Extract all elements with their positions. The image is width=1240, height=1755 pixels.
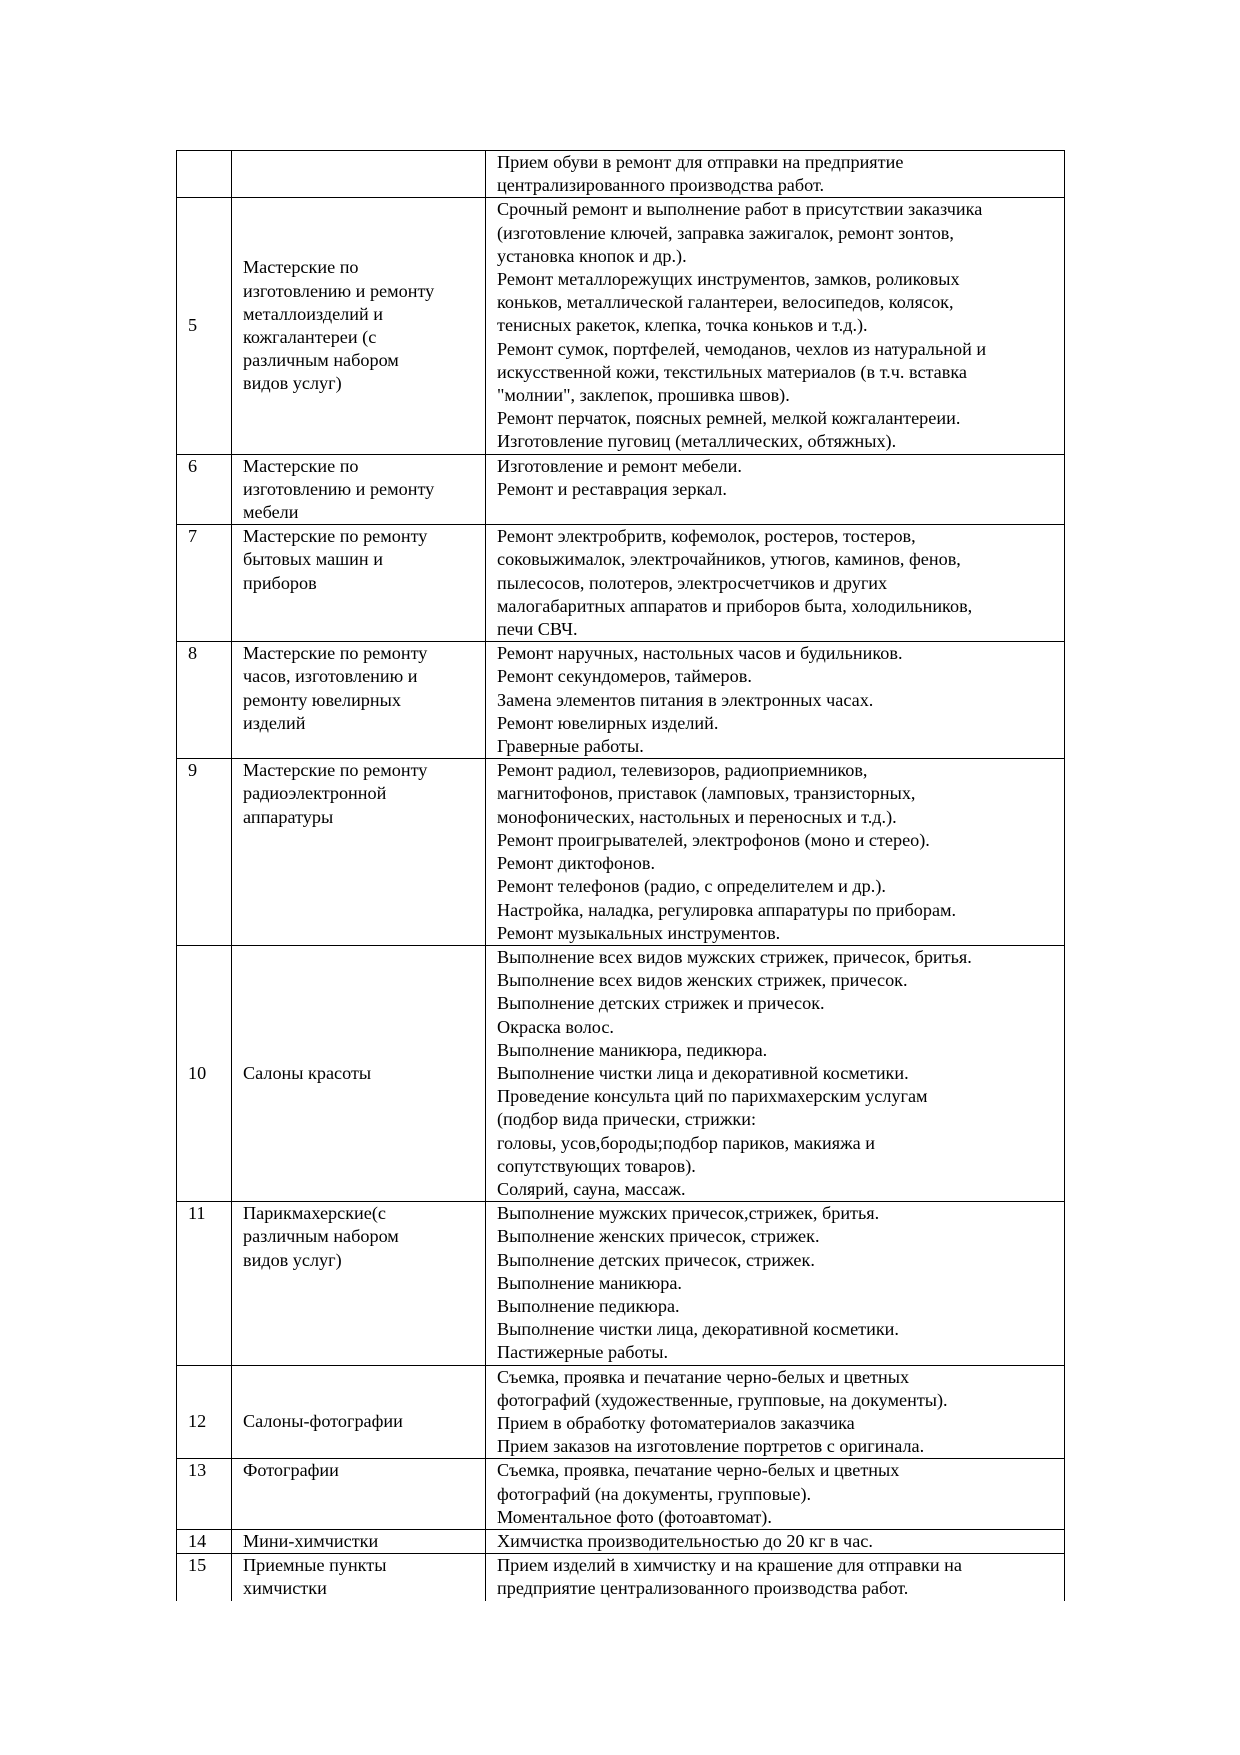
row-number: 10 [188, 1062, 207, 1083]
table-row [177, 198, 1065, 454]
service-type-line: Фотографии [243, 1460, 339, 1481]
service-line: Ремонт наручных, настольных часов и будильников. [497, 643, 903, 664]
service-type-line: видов услуг) [243, 1249, 342, 1270]
table-row [177, 1459, 1065, 1530]
service-type-line: Салоны красоты [243, 1062, 372, 1083]
service-line: сопутствующих товаров). [497, 1155, 696, 1176]
services-list-cell [486, 198, 1065, 454]
service-line: Съемка, проявка, печатание черно-белых и цветных [497, 1460, 900, 1481]
service-type-line: Мастерские по ремонту [243, 760, 428, 781]
service-line: коньков, металлической галантереи, велосипедов, колясок, [497, 292, 954, 313]
service-type-cell [232, 198, 486, 454]
service-line: Выполнение мужских причесок,стрижек, бритья. [497, 1203, 880, 1224]
service-type-cell [232, 1529, 486, 1553]
service-type-line: Приемные пункты [243, 1555, 387, 1576]
service-line: Изготовление и ремонт мебели. [497, 455, 742, 476]
service-line: Съемка, проявка и печатание черно-белых и цветных [497, 1366, 910, 1387]
service-line: Выполнение детских причесок, стрижек. [497, 1249, 815, 1270]
service-line: малогабаритных аппаратов и приборов быта, холодильников, [497, 595, 973, 616]
service-type-line: химчистки [243, 1578, 327, 1599]
service-type-line: изделий [243, 712, 306, 733]
service-line: Химчистка производительностью до 20 кг в час. [497, 1530, 873, 1551]
table-row [177, 1529, 1065, 1553]
service-type-cell [232, 1365, 486, 1459]
service-type-line: Мастерские по [243, 455, 359, 476]
service-type-line: ремонту ювелирных [243, 689, 401, 710]
service-line: монофонических, настольных и переносных и т.д.). [497, 806, 897, 827]
table-row [177, 151, 1065, 198]
service-line: Ремонт и реставрация зеркал. [497, 478, 727, 499]
service-type-line: Мини-химчистки [243, 1530, 379, 1551]
row-number: 12 [188, 1411, 207, 1432]
service-type-line: различным набором [243, 350, 399, 371]
service-line: фотографий (на документы, групповые). [497, 1483, 812, 1504]
service-type-line: изготовлению и ремонту [243, 478, 435, 499]
service-line: Ремонт ювелирных изделий. [497, 712, 719, 733]
service-line: Граверные работы. [497, 736, 644, 757]
service-line: Проведение консульта ций по парихмахерским услугам [497, 1086, 928, 1107]
row-number-cell [177, 525, 232, 642]
service-line: Ремонт радиол, телевизоров, радиоприемников, [497, 760, 868, 781]
service-line: соковыжималок, электрочайников, утюгов, каминов, фенов, [497, 549, 961, 570]
service-line: Выполнение педикюра. [497, 1295, 680, 1316]
table-row [177, 525, 1065, 642]
service-line: централизированного производства работ. [497, 175, 825, 196]
services-table-body [177, 151, 1065, 1601]
table-row [177, 945, 1065, 1201]
services-list-cell [486, 1365, 1065, 1459]
service-line: Срочный ремонт и выполнение работ в присутствии заказчика [497, 199, 983, 220]
service-line: Ремонт телефонов (радио, с определителем и др.). [497, 876, 886, 897]
table-row [177, 759, 1065, 946]
row-number-cell [177, 945, 232, 1201]
row-number-cell [177, 198, 232, 454]
service-type-cell [232, 525, 486, 642]
service-type-line: мебели [243, 502, 299, 523]
service-line: Настройка, наладка, регулировка аппаратуры по приборам. [497, 899, 957, 920]
row-number: 13 [188, 1460, 207, 1481]
services-list-cell [486, 945, 1065, 1201]
service-line: Ремонт металлорежущих инструментов, замков, роликовых [497, 269, 960, 290]
service-line: Изготовление пуговиц (металлических, обтяжных). [497, 431, 897, 452]
service-line: Ремонт проигрывателей, электрофонов (моно и стерео). [497, 829, 930, 850]
services-list-cell [486, 525, 1065, 642]
services-list-cell [486, 642, 1065, 759]
service-line: Выполнение чистки лица и декоративной косметики. [497, 1062, 909, 1083]
row-number: 15 [188, 1555, 207, 1576]
row-number-cell [177, 1529, 232, 1553]
service-line: Окраска волос. [497, 1016, 614, 1037]
service-type-line: Мастерские по ремонту [243, 526, 428, 547]
service-type-cell [232, 1202, 486, 1365]
service-line: печи СВЧ. [497, 619, 578, 640]
service-line: тенисных ракеток, клепка, точка коньков и т.д.). [497, 315, 868, 336]
row-number-cell [177, 642, 232, 759]
service-line: головы, усов,бороды;подбор париков, макияжа и [497, 1132, 876, 1153]
service-type-line: радиоэлектронной [243, 783, 387, 804]
service-line: Выполнение всех видов женских стрижек, причесок. [497, 970, 908, 991]
services-list-cell [486, 1554, 1065, 1601]
services-list-cell [486, 1202, 1065, 1365]
service-line: (изготовление ключей, заправка зажигалок, ремонт зонтов, [497, 222, 954, 243]
service-type-line: бытовых машин и [243, 549, 383, 570]
services-list-cell [486, 454, 1065, 525]
service-type-cell [232, 642, 486, 759]
service-type-cell [232, 945, 486, 1201]
services-list-cell [486, 151, 1065, 198]
service-line: Выполнение маникюра, педикюра. [497, 1039, 768, 1060]
table-row [177, 454, 1065, 525]
services-table [176, 150, 1065, 1601]
row-number: 7 [188, 526, 198, 547]
service-line: Выполнение детских стрижек и причесок. [497, 993, 825, 1014]
row-number-cell [177, 1365, 232, 1459]
row-number-cell [177, 151, 232, 198]
service-line: Выполнение маникюра. [497, 1272, 682, 1293]
row-number: 6 [188, 455, 198, 476]
row-number: 8 [188, 643, 198, 664]
service-line: Прием изделий в химчистку и на крашение для отправки на [497, 1555, 962, 1576]
service-type-line: аппаратуры [243, 806, 334, 827]
service-line: Ремонт секундомеров, таймеров. [497, 666, 752, 687]
services-list-cell [486, 759, 1065, 946]
service-type-cell [232, 1554, 486, 1601]
service-type-line: Парикмахерские(с [243, 1203, 386, 1224]
service-line: Солярий, сауна, массаж. [497, 1178, 686, 1199]
service-line: Прием в обработку фотоматериалов заказчика [497, 1412, 855, 1433]
table-row [177, 1554, 1065, 1601]
services-list-cell [486, 1529, 1065, 1553]
service-type-cell [232, 759, 486, 946]
service-type-line: различным набором [243, 1226, 399, 1247]
service-line: Прием заказов на изготовление портретов с оригинала. [497, 1436, 925, 1457]
service-type-line: Салоны-фотографии [243, 1411, 403, 1432]
service-type-line: видов услуг) [243, 373, 342, 394]
service-line: Выполнение женских причесок, стрижек. [497, 1226, 820, 1247]
service-type-line: изготовлению и ремонту [243, 280, 435, 301]
table-row [177, 642, 1065, 759]
service-type-line: Мастерские по [243, 257, 359, 278]
row-number-cell [177, 1554, 232, 1601]
service-type-line: часов, изготовлению и [243, 666, 418, 687]
row-number-cell [177, 1202, 232, 1365]
service-line: установка кнопок и др.). [497, 245, 687, 266]
service-line: Замена элементов питания в электронных часах. [497, 689, 874, 710]
row-number: 14 [188, 1530, 207, 1551]
row-number-cell [177, 759, 232, 946]
service-line: фотографий (художественные, групповые, на документы). [497, 1389, 948, 1410]
service-type-line: металлоизделий и [243, 303, 383, 324]
table-row [177, 1202, 1065, 1365]
services-list-cell [486, 1459, 1065, 1530]
service-line: Выполнение чистки лица, декоративной косметики. [497, 1319, 899, 1340]
service-line: искусственной кожи, текстильных материалов (в т.ч. вставка [497, 361, 967, 382]
service-line: Выполнение всех видов мужских стрижек, причесок, бритья. [497, 946, 972, 967]
service-line: Ремонт диктофонов. [497, 853, 656, 874]
service-type-cell [232, 1459, 486, 1530]
service-line: "молнии", заклепок, прошивка швов). [497, 385, 790, 406]
service-line: Ремонт сумок, портфелей, чемоданов, чехлов из натуральной и [497, 338, 987, 359]
row-number: 11 [188, 1203, 206, 1224]
service-type-line: кожгалантереи (с [243, 327, 377, 348]
service-line: предприятие централизованного производства работ. [497, 1578, 909, 1599]
service-type-cell [232, 151, 486, 198]
row-number: 5 [188, 315, 198, 336]
service-line: Ремонт музыкальных инструментов. [497, 922, 781, 943]
row-number-cell [177, 454, 232, 525]
service-type-cell [232, 454, 486, 525]
service-type-line: Мастерские по ремонту [243, 643, 428, 664]
row-number: 9 [188, 760, 198, 781]
service-line: Ремонт электробритв, кофемолок, ростеров, тостеров, [497, 526, 916, 547]
service-line: (подбор вида прически, стрижки: [497, 1109, 757, 1130]
table-row [177, 1365, 1065, 1459]
row-number-cell [177, 1459, 232, 1530]
service-type-line: приборов [243, 572, 317, 593]
service-line: Пастижерные работы. [497, 1342, 669, 1363]
service-line: Ремонт перчаток, поясных ремней, мелкой кожгалантереии. [497, 408, 961, 429]
service-line: магнитофонов, приставок (ламповых, транзисторных, [497, 783, 916, 804]
service-line: Моментальное фото (фотоавтомат). [497, 1506, 772, 1527]
service-line: Прием обуви в ремонт для отправки на предприятие [497, 152, 904, 172]
service-line: пылесосов, полотеров, электросчетчиков и других [497, 572, 888, 593]
